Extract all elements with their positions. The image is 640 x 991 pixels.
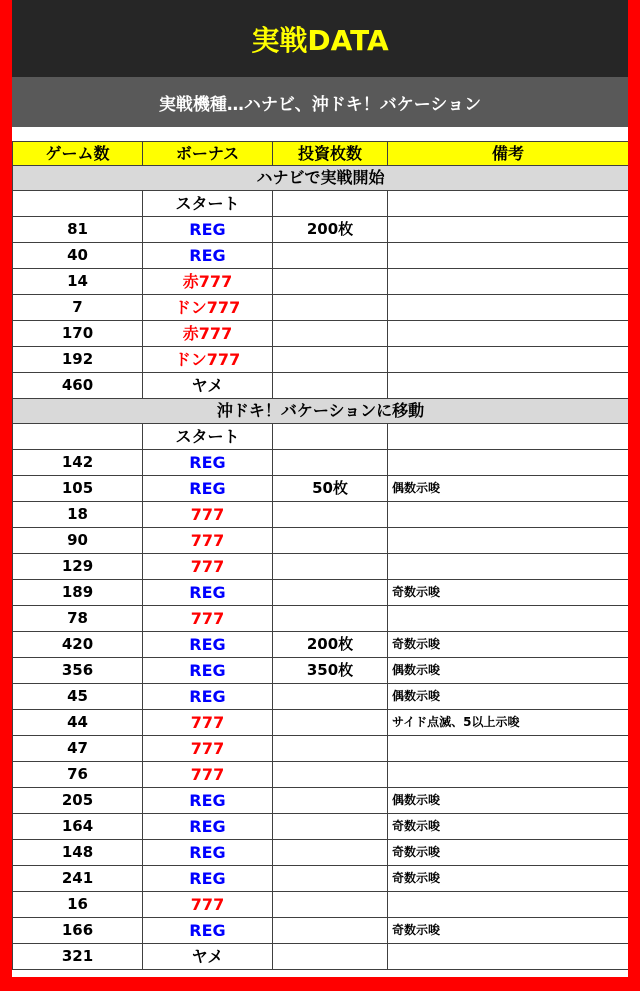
investment-cell: 200枚 [273, 217, 388, 243]
table-row [13, 918, 629, 944]
table-row [13, 814, 629, 840]
investment-cell [273, 788, 388, 814]
bonus-cell: 777 [143, 892, 273, 918]
investment-cell [273, 373, 388, 399]
note-cell: 奇数示唆 [388, 814, 629, 840]
game-count-cell: 90 [13, 528, 143, 554]
game-count-cell: 205 [13, 788, 143, 814]
note-cell: 偶数示唆 [388, 658, 629, 684]
investment-cell [273, 450, 388, 476]
bonus-cell: REG [143, 632, 273, 658]
investment-cell: 350枚 [273, 658, 388, 684]
table-row [13, 502, 629, 528]
game-count-cell: 166 [13, 918, 143, 944]
bonus-cell: スタート [143, 191, 273, 217]
bonus-cell: REG [143, 866, 273, 892]
note-cell: 奇数示唆 [388, 632, 629, 658]
note-cell [388, 424, 629, 450]
note-cell [388, 217, 629, 243]
table-row [13, 944, 629, 970]
investment-cell: 50枚 [273, 476, 388, 502]
table-row [13, 217, 629, 243]
table-row [13, 658, 629, 684]
bonus-cell: REG [143, 918, 273, 944]
table-row [13, 321, 629, 347]
game-count-cell [13, 424, 143, 450]
section-row [13, 166, 629, 191]
note-cell [388, 347, 629, 373]
game-count-cell: 40 [13, 243, 143, 269]
investment-cell [273, 191, 388, 217]
note-cell: 奇数示唆 [388, 580, 629, 606]
bonus-cell: 777 [143, 606, 273, 632]
bonus-cell: REG [143, 476, 273, 502]
note-cell [388, 606, 629, 632]
bonus-cell: スタート [143, 424, 273, 450]
investment-cell [273, 528, 388, 554]
table-row [13, 424, 629, 450]
note-cell: 偶数示唆 [388, 476, 629, 502]
spacer [12, 127, 628, 141]
table-row [13, 528, 629, 554]
table-row [13, 840, 629, 866]
table-row [13, 866, 629, 892]
bonus-cell: REG [143, 217, 273, 243]
note-cell [388, 736, 629, 762]
investment-cell [273, 762, 388, 788]
table-row [13, 269, 629, 295]
table-row [13, 373, 629, 399]
note-cell [388, 762, 629, 788]
bonus-cell: ドン777 [143, 347, 273, 373]
table-row [13, 191, 629, 217]
table-row [13, 788, 629, 814]
note-cell [388, 528, 629, 554]
bonus-cell: 777 [143, 528, 273, 554]
table-row [13, 580, 629, 606]
table-row [13, 736, 629, 762]
table-body [13, 166, 629, 970]
game-count-cell: 76 [13, 762, 143, 788]
investment-cell [273, 892, 388, 918]
game-count-cell: 45 [13, 684, 143, 710]
investment-cell [273, 554, 388, 580]
game-count-cell: 192 [13, 347, 143, 373]
bonus-cell: REG [143, 840, 273, 866]
note-cell: 奇数示唆 [388, 918, 629, 944]
header-row [13, 142, 629, 166]
investment-cell [273, 606, 388, 632]
game-count-cell: 129 [13, 554, 143, 580]
note-cell [388, 554, 629, 580]
table-row [13, 295, 629, 321]
game-count-cell: 7 [13, 295, 143, 321]
column-header-bonus: ボーナス [143, 142, 273, 166]
bonus-cell: ドン777 [143, 295, 273, 321]
bonus-cell: REG [143, 814, 273, 840]
note-cell: 偶数示唆 [388, 684, 629, 710]
note-cell [388, 295, 629, 321]
game-count-cell: 16 [13, 892, 143, 918]
game-count-cell: 81 [13, 217, 143, 243]
bonus-cell: 777 [143, 710, 273, 736]
bonus-cell: REG [143, 658, 273, 684]
table-row [13, 476, 629, 502]
page-title: 実戦DATA [12, 0, 628, 77]
table-row [13, 606, 629, 632]
table-row [13, 710, 629, 736]
table-row [13, 762, 629, 788]
game-count-cell: 356 [13, 658, 143, 684]
investment-cell [273, 840, 388, 866]
game-count-cell: 241 [13, 866, 143, 892]
game-count-cell: 142 [13, 450, 143, 476]
investment-cell [273, 684, 388, 710]
note-cell [388, 373, 629, 399]
game-count-cell: 460 [13, 373, 143, 399]
column-header-games: ゲーム数 [13, 142, 143, 166]
note-cell: 奇数示唆 [388, 866, 629, 892]
investment-cell [273, 321, 388, 347]
note-cell [388, 892, 629, 918]
table-row [13, 554, 629, 580]
table-row [13, 684, 629, 710]
investment-cell [273, 347, 388, 373]
investment-cell [273, 918, 388, 944]
investment-cell [273, 866, 388, 892]
bonus-cell: 赤777 [143, 269, 273, 295]
bonus-cell: ヤメ [143, 373, 273, 399]
bonus-cell: 777 [143, 762, 273, 788]
section-label: 沖ドキ！バケーションに移動 [13, 399, 629, 424]
game-count-cell: 47 [13, 736, 143, 762]
note-cell [388, 502, 629, 528]
note-cell [388, 450, 629, 476]
game-count-cell [13, 191, 143, 217]
note-cell: サイド点滅、5以上示唆 [388, 710, 629, 736]
note-cell [388, 321, 629, 347]
game-count-cell: 44 [13, 710, 143, 736]
note-cell: 偶数示唆 [388, 788, 629, 814]
game-count-cell: 78 [13, 606, 143, 632]
bonus-cell: REG [143, 580, 273, 606]
table-row [13, 450, 629, 476]
data-panel [12, 0, 628, 977]
note-cell [388, 243, 629, 269]
investment-cell [273, 269, 388, 295]
bonus-cell: 777 [143, 736, 273, 762]
section-label: ハナビで実戦開始 [13, 166, 629, 191]
note-cell [388, 944, 629, 970]
bonus-cell: ヤメ [143, 944, 273, 970]
game-count-cell: 164 [13, 814, 143, 840]
investment-cell [273, 502, 388, 528]
game-count-cell: 105 [13, 476, 143, 502]
game-count-cell: 321 [13, 944, 143, 970]
game-count-cell: 18 [13, 502, 143, 528]
note-cell: 奇数示唆 [388, 840, 629, 866]
investment-cell [273, 944, 388, 970]
investment-cell [273, 424, 388, 450]
section-row [13, 399, 629, 424]
investment-cell [273, 580, 388, 606]
investment-cell [273, 736, 388, 762]
game-count-cell: 420 [13, 632, 143, 658]
table-row [13, 892, 629, 918]
table-row [13, 347, 629, 373]
bonus-cell: 777 [143, 502, 273, 528]
investment-cell [273, 243, 388, 269]
investment-cell [273, 710, 388, 736]
column-header-notes: 備考 [388, 142, 629, 166]
bonus-cell: 777 [143, 554, 273, 580]
investment-cell [273, 295, 388, 321]
bonus-cell: REG [143, 243, 273, 269]
bonus-cell: REG [143, 684, 273, 710]
note-cell [388, 269, 629, 295]
investment-cell [273, 814, 388, 840]
bonus-cell: REG [143, 788, 273, 814]
page-subtitle: 実戦機種…ハナビ、沖ドキ！バケーション [12, 77, 628, 127]
column-header-investment: 投資枚数 [273, 142, 388, 166]
data-table [12, 141, 628, 970]
game-count-cell: 148 [13, 840, 143, 866]
investment-cell: 200枚 [273, 632, 388, 658]
game-count-cell: 14 [13, 269, 143, 295]
bonus-cell: REG [143, 450, 273, 476]
table-row [13, 243, 629, 269]
game-count-cell: 170 [13, 321, 143, 347]
table-row [13, 632, 629, 658]
game-count-cell: 189 [13, 580, 143, 606]
bonus-cell: 赤777 [143, 321, 273, 347]
note-cell [388, 191, 629, 217]
